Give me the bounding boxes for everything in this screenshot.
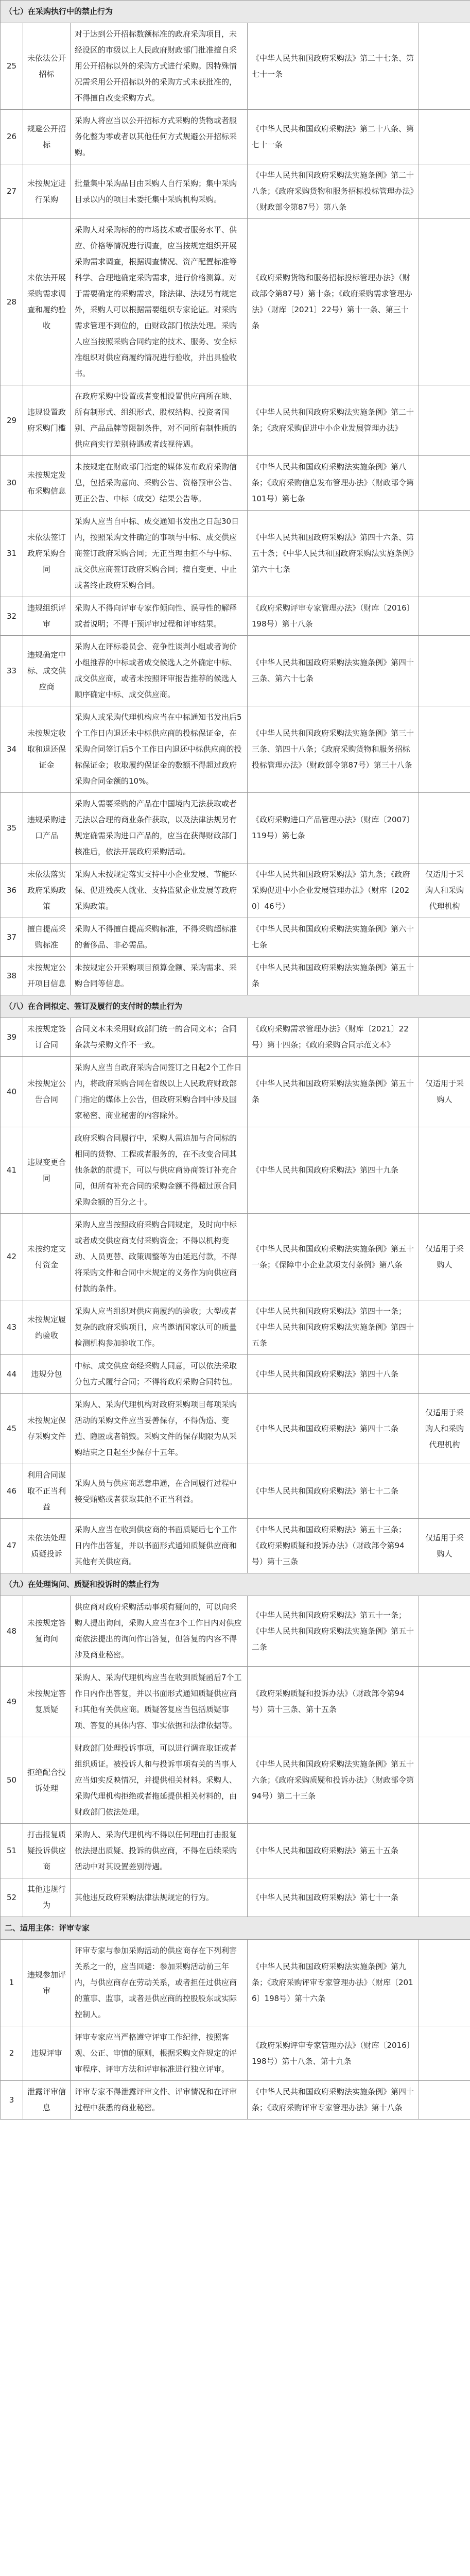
table-row [1, 1519, 470, 1573]
table-row [1, 597, 470, 636]
row-note [419, 511, 470, 597]
row-number: 37 [1, 918, 23, 957]
row-number: 45 [1, 1394, 23, 1464]
row-number: 30 [1, 456, 23, 511]
legal-basis: 《中华人民共和国政府采购法》第七十一条 [248, 1878, 419, 1917]
behavior-description: 采购人不得擅自提高采购标准，不得采购超标准的奢侈品、非必需品。 [71, 918, 248, 957]
behavior-name: 打击报复质疑投诉供应商 [23, 1824, 71, 1878]
row-number: 27 [1, 164, 23, 219]
legal-basis: 《中华人民共和国政府采购法实施条例》第四十条；《政府采购评审专家管理办法》第十八条 [248, 2081, 419, 2120]
row-note [419, 1737, 470, 1824]
behavior-description: 评审专家与参加采购活动的供应商存在下列利害关系之一的，应当回避：参加采购活动前三年内，与供应商存在劳动关系，或者担任过供应商的董事、监事，或者是供应商的控股股东或实际控制人。 [71, 1940, 248, 2026]
behavior-description: 政府采购合同履行中，采购人需追加与合同标的相同的货物、工程或者服务的，在不改变合同其他条款的前提下，可以与供应商协商签订补充合同，但所有补充合同的采购金额不得超过原合同采购金额的百分之十。 [71, 1127, 248, 1214]
table-row [1, 863, 470, 918]
row-number: 46 [1, 1464, 23, 1519]
row-note [419, 2026, 470, 2081]
table-row [1, 1394, 470, 1464]
behavior-name: 违规确定中标、成交供应商 [23, 636, 71, 706]
row-number: 31 [1, 511, 23, 597]
table-row [1, 1355, 470, 1394]
behavior-name: 擅自提高采购标准 [23, 918, 71, 957]
behavior-description: 评审专家不得泄露评审文件、评审情况和在评审过程中获悉的商业秘密。 [71, 2081, 248, 2120]
legal-basis: 《中华人民共和国政府采购法》第四十六条、第五十条；《中华人民共和国政府采购法实施条例》第六十七条 [248, 511, 419, 597]
table-row [1, 793, 470, 863]
table-row [1, 385, 470, 456]
behavior-description: 采购人未按规定落实支持中小企业发展、节能环保、促进残疾人就业、支持监狱企业发展等政府采购政策。 [71, 863, 248, 918]
behavior-description: 采购人需要采购的产品在中国境内无法获取或者无法以合理的商业条件获取，以及法律法规另有规定确需采购进口产品的，应当在获得财政部门核准后，依法开展政府采购活动。 [71, 793, 248, 863]
row-note [419, 793, 470, 863]
table-row [1, 1940, 470, 2026]
table-row [1, 706, 470, 793]
legal-basis: 《中华人民共和国政府采购法》第七十二条 [248, 1464, 419, 1519]
behavior-description: 采购人不得向评审专家作倾向性、误导性的解释或者说明；不得干预评审过程和评审结果。 [71, 597, 248, 636]
table-row [1, 918, 470, 957]
row-note: 仅适用于采购人和采购代理机构 [419, 863, 470, 918]
behavior-name: 未按规定发布采购信息 [23, 456, 71, 511]
legal-basis: 《政府采购评审专家管理办法》（财库〔2016〕198号）第十八条、第十九条 [248, 2026, 419, 2081]
row-number: 28 [1, 219, 23, 385]
table-row [1, 110, 470, 164]
behavior-name: 利用合同谋取不正当利益 [23, 1464, 71, 1519]
row-note [419, 1940, 470, 2026]
table-row [1, 1214, 470, 1300]
section-header-row [1, 995, 470, 1018]
table-row [1, 23, 470, 110]
behavior-description: 采购人应当按照政府采购合同规定，及时向中标或者成交供应商支付采购资金；不得以机构变动、人员更替、政策调整等为由延迟付款，不得将采购文件和合同中未规定的义务作为向供应商付款的条件。 [71, 1214, 248, 1300]
table-row [1, 1057, 470, 1127]
row-note [419, 219, 470, 385]
row-note [419, 385, 470, 456]
legal-basis: 《中华人民共和国政府采购法》第四十九条 [248, 1127, 419, 1214]
row-number: 38 [1, 957, 23, 995]
table-row [1, 1127, 470, 1214]
row-note [419, 110, 470, 164]
section-title: （七）在采购执行中的禁止行为 [1, 1, 470, 23]
row-note: 仅适用于采购人和采购代理机构 [419, 1394, 470, 1464]
behavior-description: 采购人、采购代理机构不得以任何理由打击报复依法提出质疑、投诉的供应商，不得在后续采购活动中对其设置差别待遇。 [71, 1824, 248, 1878]
table-row [1, 1878, 470, 1917]
behavior-description: 其他违反政府采购法律法规规定的行为。 [71, 1878, 248, 1917]
behavior-description: 财政部门处理投诉事项，可以进行调查取证或者组织质证。被投诉人和与投诉事项有关的当事人应当如实反映情况，并提供相关材料。采购人、采购代理机构拒绝或者拖延提供相关材料的，由财政部门依法处理。 [71, 1737, 248, 1824]
behavior-name: 规避公开招标 [23, 110, 71, 164]
behavior-name: 未依法落实政府采购政策 [23, 863, 71, 918]
row-note [419, 2081, 470, 2120]
row-number: 32 [1, 597, 23, 636]
behavior-name: 其他违规行为 [23, 1878, 71, 1917]
row-note: 仅适用于采购人 [419, 1519, 470, 1573]
row-number: 25 [1, 23, 23, 110]
behavior-name: 未按规定收取和退还保证金 [23, 706, 71, 793]
legal-basis: 《中华人民共和国政府采购法实施条例》第五十条 [248, 1057, 419, 1127]
behavior-name: 未按规定履约验收 [23, 1300, 71, 1355]
legal-basis: 《中华人民共和国政府采购法实施条例》第六十七条 [248, 918, 419, 957]
legal-basis: 《政府采购需求管理办法》（财库〔2021〕22号）第十四条；《政府采购合同示范文本》 [248, 1018, 419, 1057]
behavior-description: 采购人、采购代理机构对政府采购项目每项采购活动的采购文件应当妥善保存，不得伪造、变造、隐匿或者销毁。采购文件的保存期限为从采购结束之日起至少保存十五年。 [71, 1394, 248, 1464]
section-title: （九）在处理询问、质疑和投诉时的禁止行为 [1, 1573, 470, 1596]
table-row [1, 1667, 470, 1737]
table-row [1, 456, 470, 511]
row-note [419, 706, 470, 793]
behavior-description: 采购人对采购标的的市场技术或者服务水平、供应、价格等情况进行调查，应当按规定组织开展采购需求调查，根据调查情况、资产配置标准等科学、合理地确定采购需求，进行价格测算。对于需要确定的采购需求，除法律、法规另有规定外，采购人可以根据需要组织专家论证。对采购需求管理不到位的，由财政部门依法处理。采购人应当按照采购合同约定的技术、服务、安全标准组织对供应商履约情况进行验收，并出具验收书。 [71, 219, 248, 385]
legal-basis: 《中华人民共和国政府采购法》第五十一条；《中华人民共和国政府采购法实施条例》第五十二条 [248, 1596, 419, 1667]
row-note [419, 1300, 470, 1355]
table-row [1, 219, 470, 385]
legal-basis: 《政府采购进口产品管理办法》（财库〔2007〕119号）第七条 [248, 793, 419, 863]
row-note [419, 636, 470, 706]
behavior-description: 采购人应当组织对供应商履约的验收；大型或者复杂的政府采购项目，应当邀请国家认可的质量检测机构参加验收工作。 [71, 1300, 248, 1355]
behavior-name: 未按约定支付资金 [23, 1214, 71, 1300]
row-number: 36 [1, 863, 23, 918]
legal-basis: 《政府采购质疑和投诉办法》（财政部令第94号）第十三条、第十五条 [248, 1667, 419, 1737]
table-row [1, 1824, 470, 1878]
legal-basis: 《中华人民共和国政府采购法》第五十五条 [248, 1824, 419, 1878]
behavior-description: 采购人或采购代理机构应当在中标通知书发出后5个工作日内退还未中标供应商的投标保证金，在采购合同签订后5个工作日内退还中标供应商的投标保证金；收取履约保证金的数额不得超过政府采购合同金额的10%。 [71, 706, 248, 793]
behavior-description: 采购人在评标委员会、竞争性谈判小组或者询价小组推荐的中标或者成交候选人之外确定中标、成交供应商，或者未按照评审报告推荐的候选人顺序确定中标、成交供应商。 [71, 636, 248, 706]
row-number: 26 [1, 110, 23, 164]
row-number: 35 [1, 793, 23, 863]
section-title: 二、适用主体：评审专家 [1, 1917, 470, 1940]
row-number: 49 [1, 1667, 23, 1737]
row-note [419, 164, 470, 219]
table-row [1, 957, 470, 995]
behavior-description: 供应商对政府采购活动事项有疑问的，可以向采购人提出询问，采购人应当在3个工作日内对供应商依法提出的询问作出答复，但答复的内容不得涉及商业秘密。 [71, 1596, 248, 1667]
behavior-description: 在政府采购中设置或者变相设置供应商所在地、所有制形式、组织形式、股权结构、投资者国别、产品品牌等限制条件，对不同所有制性质的供应商实行差别待遇或者歧视待遇。 [71, 385, 248, 456]
table-row [1, 164, 470, 219]
behavior-name: 未按规定答复质疑 [23, 1667, 71, 1737]
behavior-name: 未依法公开招标 [23, 23, 71, 110]
row-number: 44 [1, 1355, 23, 1394]
behavior-description: 采购人员与供应商恶意串通，在合同履行过程中接受贿赂或者获取其他不正当利益。 [71, 1464, 248, 1519]
legal-basis: 《政府采购货物和服务招标投标管理办法》（财政部令第87号）第十条；《政府采购需求管理办法》（财库〔2021〕22号）第十一条、第三十条 [248, 219, 419, 385]
row-note [419, 1127, 470, 1214]
legal-basis: 《中华人民共和国政府采购法》第四十八条 [248, 1355, 419, 1394]
behavior-name: 未按规定保存采购文件 [23, 1394, 71, 1464]
section-header-row [1, 1917, 470, 1940]
behavior-name: 违规采购进口产品 [23, 793, 71, 863]
row-note [419, 1824, 470, 1878]
table-row [1, 1596, 470, 1667]
legal-basis: 《中华人民共和国政府采购法实施条例》第四十三条、第六十七条 [248, 636, 419, 706]
row-note [419, 456, 470, 511]
row-number: 33 [1, 636, 23, 706]
row-note [419, 918, 470, 957]
behavior-name: 泄露评审信息 [23, 2081, 71, 2120]
behavior-description: 评审专家应当严格遵守评审工作纪律，按照客观、公正、审慎的原则，根据采购文件规定的评审程序、评审方法和评审标准进行独立评审。 [71, 2026, 248, 2081]
row-note [419, 1596, 470, 1667]
behavior-name: 未按规定进行采购 [23, 164, 71, 219]
row-number: 41 [1, 1127, 23, 1214]
row-note [419, 597, 470, 636]
table-row [1, 511, 470, 597]
legal-basis: 《中华人民共和国政府采购法实施条例》第二十八条；《政府采购货物和服务招标投标管理办法》（财政部令第87号）第八条 [248, 164, 419, 219]
legal-basis: 《中华人民共和国政府采购法实施条例》第九条；《政府采购评审专家管理办法》（财库〔2016〕198号）第十六条 [248, 1940, 419, 2026]
row-number: 1 [1, 1940, 23, 2026]
behavior-description: 采购人将应当以公开招标方式采购的货物或者服务化整为零或者以其他任何方式规避公开招标采购。 [71, 110, 248, 164]
legal-basis: 《中华人民共和国政府采购法》第二十八条、第七十一条 [248, 110, 419, 164]
behavior-description: 合同文本未采用财政部门统一的合同文本；合同条款与采购文件不一致。 [71, 1018, 248, 1057]
behavior-name: 未依法开展采购需求调查和履约验收 [23, 219, 71, 385]
row-number: 48 [1, 1596, 23, 1667]
behavior-name: 未按规定签订合同 [23, 1018, 71, 1057]
behavior-description: 未按规定在财政部门指定的媒体发布政府采购信息，包括采购意向、采购公告、资格预审公告、更正公告、中标（成交）结果公告等。 [71, 456, 248, 511]
table-row [1, 1300, 470, 1355]
section-header-row [1, 1573, 470, 1596]
legal-basis: 《中华人民共和国政府采购法实施条例》第五十六条；《政府采购质疑和投诉办法》（财政部令第94号）第二十三条 [248, 1737, 419, 1824]
behavior-name: 违规分包 [23, 1355, 71, 1394]
behavior-name: 违规参加评审 [23, 1940, 71, 2026]
row-note [419, 1878, 470, 1917]
row-note: 仅适用于采购人 [419, 1057, 470, 1127]
legal-basis: 《中华人民共和国政府采购法实施条例》第五十一条；《保障中小企业款项支付条例》第八条 [248, 1214, 419, 1300]
row-number: 34 [1, 706, 23, 793]
legal-basis: 《中华人民共和国政府采购法实施条例》第三十三条、第四十八条；《政府采购货物和服务招标投标管理办法》（财政部令第87号）第三十八条 [248, 706, 419, 793]
behavior-name: 未按规定公开项目信息 [23, 957, 71, 995]
section-title: （八）在合同拟定、签订及履行的支付时的禁止行为 [1, 995, 470, 1018]
row-number: 2 [1, 2026, 23, 2081]
behavior-description: 对于达到公开招标数额标准的政府采购项目，未经设区的市级以上人民政府财政部门批准擅自采用公开招标以外的采购方式进行采购。因特殊情况需采用公开招标以外的采购方式未获批准的，不得擅自改变采购方式。 [71, 23, 248, 110]
row-number: 47 [1, 1519, 23, 1573]
behavior-name: 未依法签订政府采购合同 [23, 511, 71, 597]
row-number: 3 [1, 2081, 23, 2120]
row-number: 29 [1, 385, 23, 456]
legal-basis: 《中华人民共和国政府采购法》第九条；《政府采购促进中小企业发展管理办法》（财库〔2020〕46号） [248, 863, 419, 918]
table-row [1, 1464, 470, 1519]
row-note [419, 957, 470, 995]
behavior-description: 采购人应当自政府采购合同签订之日起2个工作日内，将政府采购合同在省级以上人民政府财政部门指定的媒体上公告，但政府采购合同中涉及国家秘密、商业秘密的内容除外。 [71, 1057, 248, 1127]
behavior-description: 采购人应当在收到供应商的书面质疑后七个工作日内作出答复，并以书面形式通知质疑供应商和其他有关供应商。 [71, 1519, 248, 1573]
legal-basis: 《中华人民共和国政府采购法》第二十七条、第七十一条 [248, 23, 419, 110]
legal-basis: 《中华人民共和国政府采购法实施条例》第八条；《政府采购信息发布管理办法》（财政部令第101号）第七条 [248, 456, 419, 511]
table-row [1, 1018, 470, 1057]
row-note [419, 23, 470, 110]
legal-basis: 《中华人民共和国政府采购法》第五十三条；《政府采购质疑和投诉办法》（财政部令第94号）第十三条 [248, 1519, 419, 1573]
section-header-row [1, 1, 470, 23]
row-number: 39 [1, 1018, 23, 1057]
row-note [419, 1464, 470, 1519]
row-number: 42 [1, 1214, 23, 1300]
behavior-description: 采购人应当自中标、成交通知书发出之日起30日内，按照采购文件确定的事项与中标、成交供应商签订政府采购合同；无正当理由拒不与中标、成交供应商签订政府采购合同；擅自变更、中止或者终止政府采购合同。 [71, 511, 248, 597]
legal-basis: 《中华人民共和国政府采购法实施条例》第五十条 [248, 957, 419, 995]
behavior-description: 采购人、采购代理机构应当在收到质疑函后7个工作日内作出答复，并以书面形式通知质疑供应商和其他有关供应商。质疑答复应当包括质疑事项、答复的具体内容、事实依据和法律依据等。 [71, 1667, 248, 1737]
behavior-name: 违规变更合同 [23, 1127, 71, 1214]
behavior-description: 中标、成交供应商经采购人同意，可以依法采取分包方式履行合同；不得将政府采购合同转包。 [71, 1355, 248, 1394]
behavior-name: 未按规定公告合同 [23, 1057, 71, 1127]
row-number: 40 [1, 1057, 23, 1127]
behavior-name: 拒绝配合投诉处理 [23, 1737, 71, 1824]
legal-basis: 《中华人民共和国政府采购法》第四十二条 [248, 1394, 419, 1464]
row-number: 50 [1, 1737, 23, 1824]
row-note: 仅适用于采购人 [419, 1214, 470, 1300]
behavior-description: 批量集中采购品目由采购人自行采购；集中采购目录以内的项目未委托集中采购机构采购。 [71, 164, 248, 219]
behavior-name: 违规组织评审 [23, 597, 71, 636]
row-number: 52 [1, 1878, 23, 1917]
behavior-name: 未依法处理质疑投诉 [23, 1519, 71, 1573]
table-row [1, 2081, 470, 2120]
legal-basis: 《中华人民共和国政府采购法》第四十一条；《中华人民共和国政府采购法实施条例》第四十五条 [248, 1300, 419, 1355]
behavior-description: 未按规定公开采购项目预算金额、采购需求、采购合同等信息。 [71, 957, 248, 995]
row-number: 43 [1, 1300, 23, 1355]
behavior-name: 未按规定答复询问 [23, 1596, 71, 1667]
row-number: 51 [1, 1824, 23, 1878]
table-row [1, 2026, 470, 2081]
row-note [419, 1355, 470, 1394]
legal-basis: 《政府采购评审专家管理办法》（财库〔2016〕198号）第十八条 [248, 597, 419, 636]
table-row [1, 1737, 470, 1824]
row-note [419, 1018, 470, 1057]
behavior-name: 违规评审 [23, 2026, 71, 2081]
row-note [419, 1667, 470, 1737]
legal-basis: 《中华人民共和国政府采购法实施条例》第二十条；《政府采购促进中小企业发展管理办法》 [248, 385, 419, 456]
behavior-name: 违规设置政府采购门槛 [23, 385, 71, 456]
table-row [1, 636, 470, 706]
